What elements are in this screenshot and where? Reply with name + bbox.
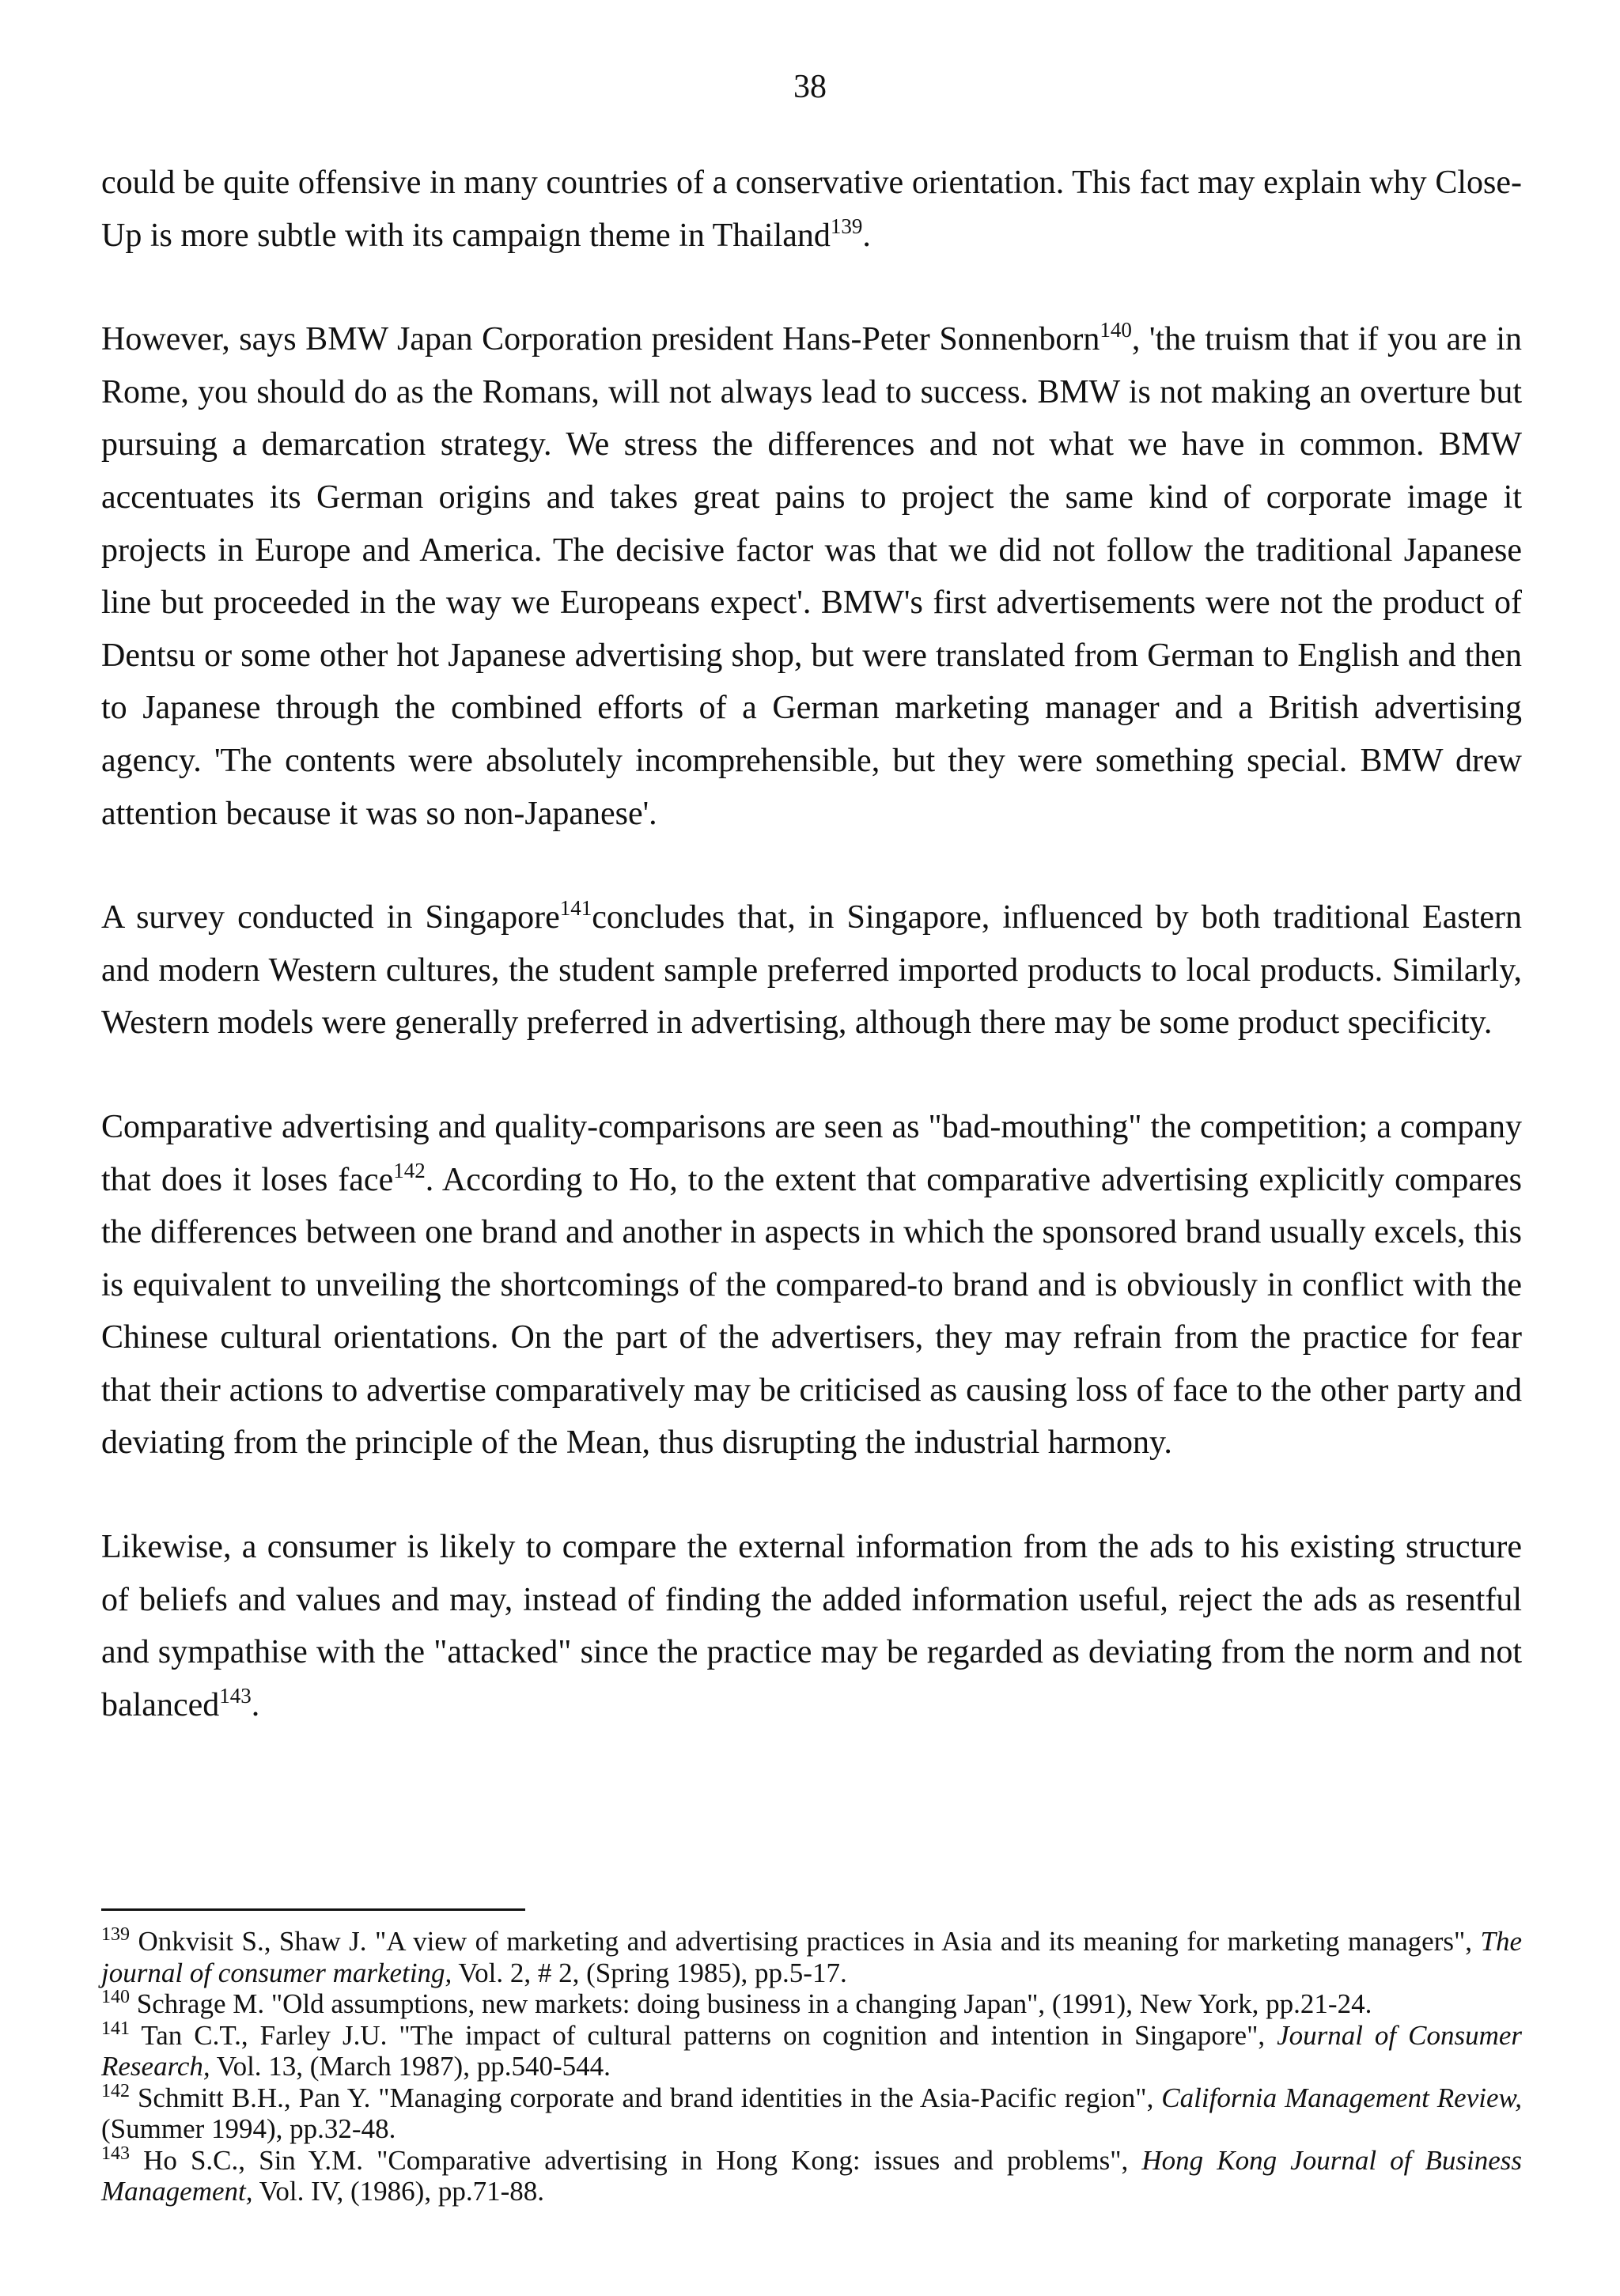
footnote-ref-142[interactable]: 142: [393, 1158, 426, 1182]
paragraph-comparative-advertising: Comparative advertising and quality-comparisons are seen as "bad-mouthing" the competition; a company that does it loses face$^{142}$. According to Ho, to the extent that comparative advertising explicitly compares the differences between one brand and another in aspects in which the sponsored brand usually excels, this is equivalent to unveiling the shortcomings of the compared-to brand and is obviously in conflict with the Chinese cultural orientations. On the part of the advertisers, they may refrain from the practice for fear that their actions to advertise comparatively may be criticised as causing loss of face to the other party and deviating from the principle of the Mean, thus disrupting the industrial harmony.: [101, 1108, 1523, 1462]
footnote-number: 139: [101, 1924, 130, 1945]
footnote-ref-139[interactable]: 139: [830, 214, 863, 238]
footnote-ref-143[interactable]: 143: [219, 1683, 252, 1708]
footnote-number: 141: [101, 2018, 130, 2039]
footnote-143: $^{143}$ Ho S.C., Sin Y.M. "Comparative advertising in Hong Kong: issues and problems", Hong Kong Journal of Business Management, Vol. IV, (1986), pp.71-88.: [101, 2143, 1522, 2207]
paragraph-close-up-thailand: could be quite offensive in many countries of a conservative orientation. This fact may explain why Close-Up is more subtle with its campaign theme in Thailand$^{139}$.: [101, 165, 1522, 254]
paragraph-consumer-comparison: Likewise, a consumer is likely to compare the external information from the ads to his existing structure of beliefs and values and may, instead of finding the added information useful, reject the ads as resentful and sympathise with the "attacked" since the practice may be regarded as deviating from the norm and not balanced$^{143}$.: [101, 1529, 1522, 1723]
footnote-142: $^{142}$ Schmitt B.H., Pan Y. "Managing corporate and brand identities in the Asia-Pacific region", California Management Review, (Summer 1994), pp.32-48.: [101, 2080, 1523, 2144]
paragraph-bmw-japan: However, says BMW Japan Corporation president Hans-Peter Sonnenborn$^{140}$, 'the truism that if you are in Rome, you should do as the Romans, will not always lead to success. BMW is not making an overture but pursuing a demarcation strategy. We stress the differences and not what we have in common. BMW accentuates its German origins and takes great pains to project the same kind of corporate image it projects in Europe and America. The decisive factor was that we did not follow the traditional Japanese line but proceeded in the way we Europeans expect'. BMW's first advertisements were not the product of Dentsu or some other hot Japanese advertising shop, but were translated from German to English and then to Japanese through the combined efforts of a German marketing manager and a British advertising agency. 'The contents were absolutely incomprehensible, but they were something special. BMW drew attention because it was so non-Japanese'.: [101, 318, 1522, 832]
footnote-ref-141[interactable]: 141: [559, 896, 592, 921]
footnote-number: 140: [101, 1987, 130, 2007]
footnote-139: $^{139}$ Onkvisit S., Shaw J. "A view of marketing and advertising practices in Asia and its meaning for marketing managers", The journal of consumer marketing, Vol. 2, # 2, (Spring 1985), pp.5-17.: [101, 1924, 1522, 1988]
footnote-141: $^{141}$ Tan C.T., Farley J.U. "The impact of cultural patterns on cognition and intention in Singapore", Journal of Consumer Research, Vol. 13, (March 1987), pp.540-544.: [101, 2018, 1523, 2082]
page-number: 38: [793, 69, 827, 105]
footnote-140: $^{140}$ Schrage M. "Old assumptions, new markets: doing business in a changing Japan", (1991), New York, pp.21-24.: [101, 1987, 1372, 2019]
footnote-number: 142: [101, 2080, 130, 2101]
footnote-number: 143: [101, 2143, 130, 2164]
footnotes: [101, 1926, 1522, 2207]
body-text: [101, 157, 1522, 1783]
footnote-ref-140[interactable]: 140: [1100, 318, 1132, 342]
footnote-divider: [101, 1908, 525, 1911]
paragraph-singapore-survey: A survey conducted in Singapore$^{141}$concludes that, in Singapore, influenced by both traditional Eastern and modern Western cultures, the student sample preferred imported products to local products. Similarly, Western models were generally preferred in advertising, although there may be some product specificity.: [101, 896, 1523, 1042]
